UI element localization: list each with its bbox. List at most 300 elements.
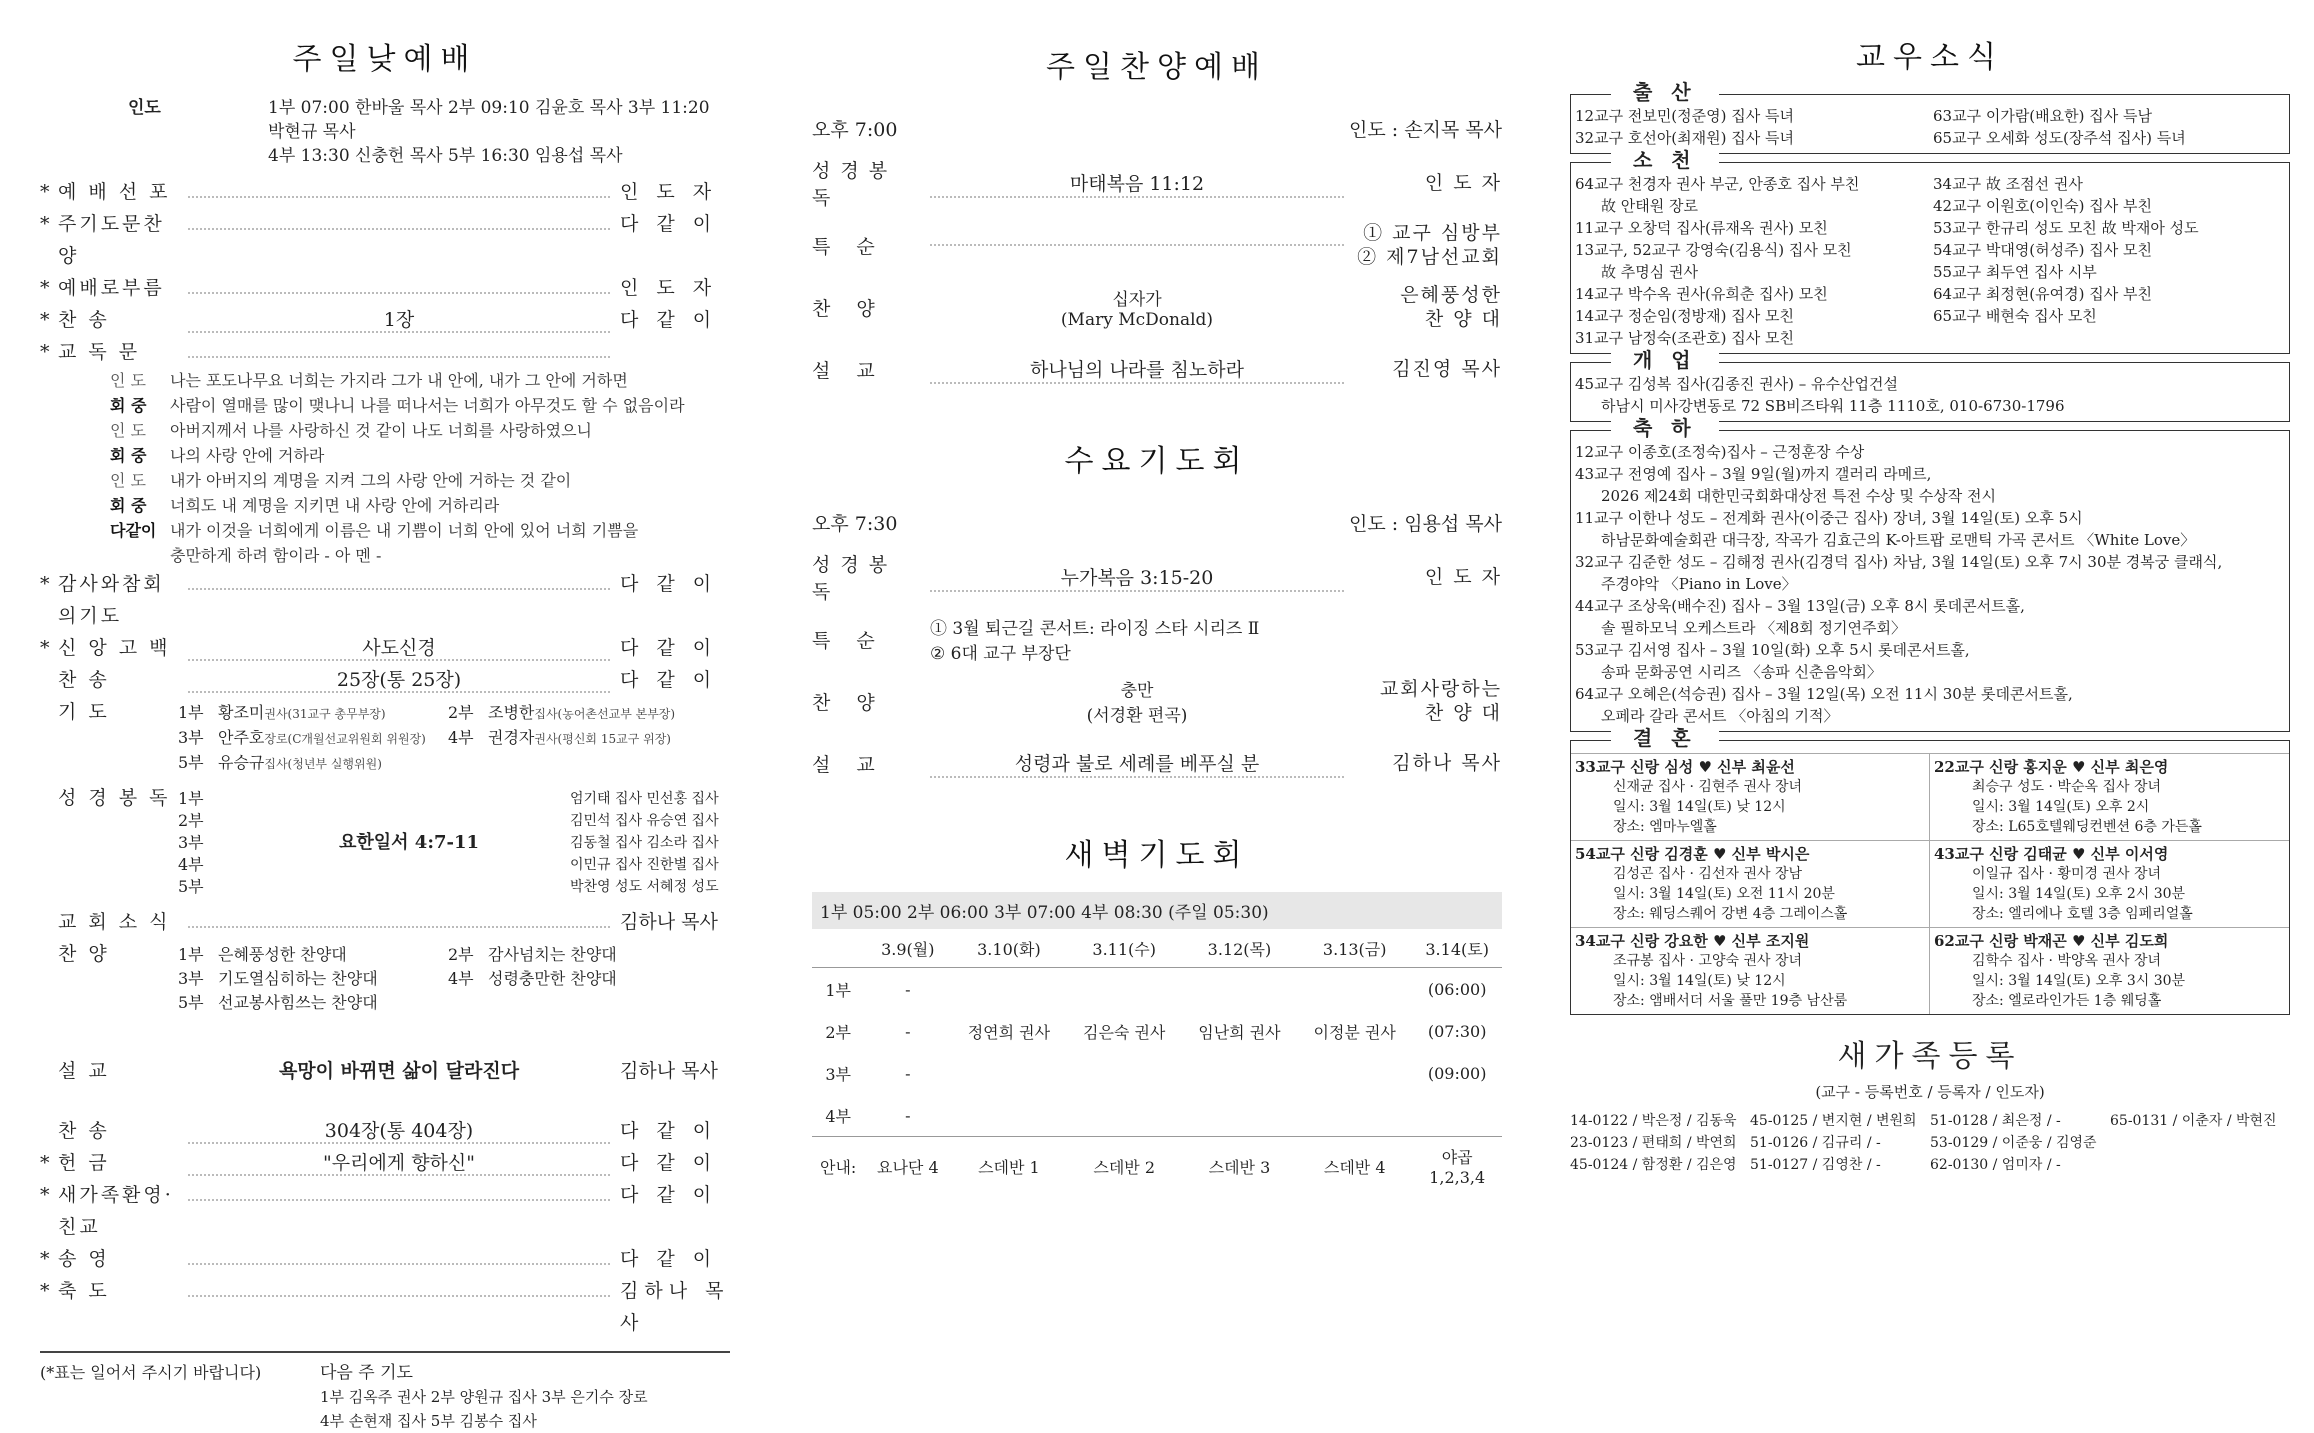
order-item-detail	[188, 292, 610, 294]
birth-box: 출 산 12교구 전보민(정준영) 집사 득녀 63교구 이가람(배요한) 집사 득남 32교구 호선아(최재원) 집사 득녀 65교구 오세화 성도(장주석 집사) 득녀	[1570, 94, 2290, 154]
wedding-entry	[1571, 840, 1930, 927]
dawn-cell	[1297, 968, 1412, 1011]
prayer-role: 집사(농어촌선교부 본부장)	[534, 707, 676, 721]
service-item-detail: 십자가 (Mary McDonald)	[1060, 289, 1214, 330]
table-row	[812, 968, 1502, 1011]
litany-text: 아버지께서 나를 사랑하신 것 같이 나도 너희를 사랑하였으니	[170, 421, 593, 440]
litany-line	[110, 468, 730, 493]
order-item-leader: 다 같 이	[620, 213, 718, 235]
prayer-part: 2부	[448, 703, 474, 722]
reader-names: 박찬영 성도 서혜정 성도	[570, 879, 719, 895]
congrats-item: 주경야악 〈Piano in Love〉	[1601, 575, 1797, 593]
prayer-role: 권사(31교구 총무부장)	[264, 707, 386, 721]
death-item: 55교구 최두연 집사 시부	[1933, 263, 2097, 281]
new-family-entry: 45-0125 / 변지현 / 변원희	[1750, 1113, 1917, 1129]
death-item: 64교구 최정현(유여경) 집사 부친	[1933, 285, 2152, 303]
dawn-cell: -	[905, 979, 911, 999]
service-item-detail: ① 3월 퇴근길 콘서트: 라이징 스타 시리즈 Ⅱ ② 6대 교구 부장단	[930, 619, 1260, 664]
service-item-leader: 김진영 목사	[1392, 358, 1502, 380]
wedding-detail: 신재균 집사 · 김현주 권사 장녀	[1613, 779, 1802, 795]
service-row	[812, 276, 1502, 338]
litany-text: 나는 포도나무요 너희는 가지라 그가 내 안에, 내가 그 안에 거하면	[170, 371, 628, 390]
dawn-day-header: 3.14(토)	[1412, 929, 1502, 968]
wedding-couple: 43교구 신랑 김태균 ♥ 신부 이서영	[1934, 845, 2169, 863]
service-row	[812, 546, 1502, 608]
litany-line	[110, 443, 730, 468]
wedding-detail: 장소: 엠마누엘홀	[1613, 819, 1717, 835]
prayer-person	[488, 726, 718, 751]
wedding-detail: 일시: 3월 14일(토) 오전 11시 20분	[1613, 886, 1835, 902]
dawn-cell	[1297, 1052, 1412, 1094]
new-family-entry	[2110, 1154, 2290, 1176]
order-item-leader: 김하나 목사	[620, 1280, 730, 1334]
dawn-guide-cell: 안내:	[812, 1137, 864, 1196]
congrats-item: 53교구 김서영 집사 – 3월 10일(화) 오후 5시 롯데콘서트홀,	[1575, 641, 1970, 659]
death-item: 64교구 천경자 권사 부군, 안종호 집사 부친	[1575, 175, 1860, 193]
next-week-line: 4부 손현재 집사 5부 김봉수 집사	[320, 1412, 537, 1430]
dawn-cell: 임난희 권사	[1198, 1022, 1281, 1042]
service-row	[812, 732, 1502, 794]
dawn-guide-cell: 스데반 2	[1067, 1137, 1182, 1196]
service-row	[812, 608, 1502, 670]
death-item: 31교구 남정숙(조관호) 집사 모친	[1575, 329, 1794, 347]
dawn-cell	[1412, 1094, 1502, 1137]
service-row	[812, 152, 1502, 214]
wedding-detail: 장소: 앰배서더 서울 풀만 19층 남산룸	[1613, 993, 1848, 1009]
order-row	[40, 1275, 730, 1339]
dawn-day-header: 3.13(금)	[1297, 929, 1412, 968]
wedding-couple: 62교구 신랑 박재곤 ♥ 신부 김도희	[1934, 932, 2169, 950]
order-row	[40, 208, 730, 272]
star-mark: *	[40, 341, 50, 363]
wedding-entry	[1930, 840, 2289, 927]
service-item-detail: 하나님의 나라를 침노하라	[930, 355, 1344, 384]
new-family-entry: 14-0122 / 박은정 / 김동욱	[1570, 1113, 1737, 1129]
dawn-guide-cell: 스데반 3	[1182, 1137, 1297, 1196]
dawn-cell	[1067, 1094, 1182, 1137]
table-row	[812, 1094, 1502, 1137]
death-item: 53교구 한규리 성도 모친 故 박재아 성도	[1933, 219, 2199, 237]
dawn-cell: -	[905, 1063, 911, 1083]
litany-line	[110, 493, 730, 518]
service-item-name: 찬 양	[812, 297, 885, 320]
birth-item: 63교구 이가람(배요한) 집사 득남	[1933, 107, 2152, 125]
service-row	[812, 214, 1502, 276]
dawn-day-header: 3.12(목)	[1182, 929, 1297, 968]
next-week-label: 다음 주 기도	[320, 1363, 413, 1383]
dawn-cell	[1182, 968, 1297, 1011]
order-row	[40, 568, 730, 632]
death-item: 故 안태원 장로	[1601, 197, 1698, 215]
prayer-row: 기 도 1부 황조미권사(31교구 총무부장) 2부 조병한집사(농어촌선교부 본부장) 3부 안주호장로(C개월선교위원회 위원장) 4부 권경자권사(평신회 15교구 위장) 5부 유승규집사(청년부 실행위원)	[40, 696, 730, 776]
footer-note: (*표는 일어서 주시기 바랍니다) 다음 주 기도 1부 김옥주 권사 2부 양원규 집사 3부 은기수 장로 4부 손현재 집사 5부 김봉수 집사	[40, 1361, 730, 1433]
wedding-detail: 일시: 3월 14일(토) 낮 12시	[1613, 799, 1786, 815]
litany-speaker: 다같이	[110, 521, 157, 540]
order-item-name: 헌 금	[58, 1152, 110, 1174]
order-row	[40, 1147, 730, 1179]
congrats-item: 하남문화예술회관 대극장, 작곡가 김효근의 K-아트팝 로맨틱 가곡 콘서트 〈White Love〉	[1601, 531, 2196, 549]
litany-text: 내가 이것을 너희에게 이름은 내 기쁨이 너희 안에 있어 너희 기쁨을	[170, 521, 639, 540]
wedding-couple: 34교구 신랑 강요한 ♥ 신부 조지원	[1575, 932, 1810, 950]
dawn-cell: 김은숙 권사	[1082, 1022, 1166, 1042]
service-row	[812, 338, 1502, 400]
wedding-detail: 장소: 엘리에나 호텔 3층 임페리얼홀	[1972, 906, 2193, 922]
dawn-cell: (07:30)	[1427, 1021, 1487, 1041]
order-row	[40, 1179, 730, 1243]
congrats-item: 오페라 갈라 콘서트 〈아침의 기적〉	[1601, 707, 1839, 725]
order-item-detail	[188, 196, 610, 198]
next-week-line: 1부 김옥주 권사 2부 양원규 집사 3부 은기수 장로	[320, 1388, 648, 1406]
litany-speaker: 회 중	[110, 396, 147, 415]
star-mark: *	[40, 181, 50, 203]
sermon-row: 설 교 욕망이 바뀌면 삶이 달라진다 김하나 목사	[40, 1055, 730, 1087]
star-mark: *	[40, 1280, 50, 1302]
choir-name: 기도열심히하는 찬양대	[218, 969, 378, 988]
dawn-schedule-table	[812, 929, 1502, 1195]
order-item-leader: 다 같 이	[620, 637, 718, 659]
news-row: 교 회 소 식 김하나 목사	[58, 911, 718, 933]
reading-part: 3부	[178, 833, 204, 852]
dawn-cell: 이정분 권사	[1313, 1022, 1396, 1042]
wedding-detail: 장소: 엘로라인가든 1층 웨딩홀	[1972, 993, 2162, 1009]
reader-names: 김동철 집사 김소라 집사	[570, 835, 719, 851]
reading-part: 4부	[178, 855, 204, 874]
order-item-name: 예배로부름	[58, 277, 165, 299]
dawn-cell: (06:00)	[1427, 979, 1487, 999]
death-item: 34교구 故 조점선 권사	[1933, 175, 2083, 193]
service-item-leader: 인 도 자	[1424, 172, 1502, 194]
choir-part: 5부	[178, 993, 204, 1012]
star-mark: *	[40, 637, 50, 659]
service-item-name: 설 교	[812, 753, 885, 776]
star-mark: *	[40, 277, 50, 299]
praise-worship-title: 주일찬양예배	[1046, 50, 1268, 85]
birth-item: 12교구 전보민(정준영) 집사 득녀	[1575, 107, 1794, 125]
wedding-couple: 33교구 신랑 심성 ♥ 신부 최윤선	[1575, 758, 1795, 776]
reading-part: 5부	[178, 877, 204, 896]
order-item-detail: 25장(통 25장)	[188, 669, 610, 693]
star-mark: *	[40, 1152, 50, 1174]
service-item-name: 찬 양	[812, 691, 885, 714]
dawn-guide-cell: 스데반 1	[951, 1137, 1066, 1196]
congrats-item: 12교구 이종호(조정숙)집사 – 근정훈장 수상	[1575, 443, 1865, 461]
choir-row: 찬 양 1부 은혜풍성한 찬양대 2부 감사넘치는 찬양대 3부 기도열심히하는 찬양대 4부 성령충만한 찬양대 5부 선교봉사힘쓰는 찬양대	[40, 938, 730, 1015]
star-mark: *	[40, 573, 50, 595]
reader-names: 김민석 집사 유승연 집사	[570, 813, 719, 829]
wedding-detail: 일시: 3월 14일(토) 오후 3시 30분	[1972, 973, 2186, 989]
star-mark: *	[40, 309, 50, 331]
new-family-entry: 45-0124 / 함정환 / 김은영	[1570, 1157, 1737, 1173]
dawn-cell: 3부	[825, 1064, 851, 1084]
order-item-name: 찬 송	[58, 309, 110, 331]
choir-name: 은혜풍성한 찬양대	[218, 945, 347, 964]
new-family-list	[1570, 1110, 2290, 1176]
wedding-detail: 최승구 성도 · 박순옥 집사 장녀	[1972, 779, 2161, 795]
order-item-detail	[188, 588, 610, 590]
litany-line	[110, 518, 730, 543]
order-item-detail: 사도신경	[188, 637, 610, 661]
order-item-name: 축 도	[58, 1280, 110, 1302]
prayer-part: 1부	[178, 703, 204, 722]
litany-text: 충만하게 하려 함이라 - 아 멘 -	[170, 546, 382, 565]
dawn-cell	[951, 968, 1066, 1011]
order-item-name: 주기도문찬양	[58, 213, 165, 267]
litany-speaker: 회 중	[110, 496, 147, 515]
prayer-name: 유승규	[218, 753, 265, 772]
order-item-leader: 다 같 이	[620, 573, 718, 595]
prayer-name: 황조미	[218, 703, 265, 722]
prayer-person	[218, 726, 448, 751]
new-family-entry: 51-0126 / 김규리 / -	[1750, 1135, 1881, 1151]
order-item-leader: 다 같 이	[620, 1248, 718, 1270]
prayer-name: 권경자	[488, 728, 535, 747]
dawn-guide-cell: 스데반 4	[1297, 1137, 1412, 1196]
order-item-leader: 다 같 이	[620, 1152, 718, 1174]
sunday-worship-title: 주일낮예배	[292, 42, 478, 77]
choir-part: 1부	[178, 945, 204, 964]
wednesday-header-row: 오후 7:30 인도 : 임용섭 목사	[812, 512, 1502, 535]
order-row	[40, 272, 730, 304]
litany-text: 나의 사랑 안에 거하라	[170, 446, 325, 465]
death-item: 14교구 박수옥 권사(유희춘 집사) 모친	[1575, 285, 1828, 303]
wedding-couple: 54교구 신랑 김경훈 ♥ 신부 박시은	[1575, 845, 1810, 863]
dawn-guide-cell: 요나단 4	[864, 1137, 951, 1196]
litany-speaker: 인 도	[110, 371, 146, 390]
congrats-item: 44교구 조상욱(배수진) 집사 – 3월 13일(금) 오후 8시 롯데콘서트홀,	[1575, 597, 2025, 615]
sermon-title: 욕망이 바뀌면 삶이 달라진다	[278, 1060, 520, 1082]
prayer-person	[218, 751, 448, 776]
prayer-name: 조병한	[488, 703, 535, 722]
order-item-leader: 다 같 이	[620, 309, 718, 331]
reading-row: 성 경 봉 독 1부 2부 3부 4부 5부 요한일서 4:7-11 엄기태 집사 민선홍 집사 김민석 집사 유승연 집사 김동철 집사 김소라 집사 이민규 집사 진한별 집사 박찬영 성도 서혜정 성도	[40, 782, 730, 898]
order-row	[40, 664, 730, 696]
wedding-entry	[1571, 927, 1930, 1014]
wedding-detail: 김학수 집사 · 박양옥 권사 장녀	[1972, 953, 2161, 969]
choir-name: 선교봉사힘쓰는 찬양대	[218, 993, 378, 1012]
choir-part: 4부	[448, 969, 474, 988]
new-family-entry: 51-0128 / 최은정 / -	[1930, 1113, 2061, 1129]
prayer-role: 장로(C개월선교위원회 위원장)	[264, 732, 426, 746]
evening-services-column	[812, 0, 1502, 1195]
litany-speaker: 회 중	[110, 446, 147, 465]
death-item: 54교구 박대영(허성주) 집사 모친	[1933, 241, 2152, 259]
service-item-name: 성경봉독	[812, 160, 898, 209]
new-family-entry: 65-0131 / 이춘자 / 박현진	[2110, 1113, 2277, 1129]
order-item-detail	[188, 1199, 610, 1201]
litany-text: 내가 아버지의 계명을 지켜 그의 사랑 안에 거하는 것 같이	[170, 471, 572, 490]
leaders-line: 4부 13:30 신충헌 목사 5부 16:30 임용섭 목사	[268, 146, 623, 166]
dawn-cell	[1067, 1052, 1182, 1094]
new-family-entry: 62-0130 / 엄미자 / -	[1930, 1157, 2061, 1173]
order-item-leader: 인 도 자	[620, 181, 718, 203]
death-box: 소 천 64교구 천경자 권사 부군, 안종호 집사 부친 故 안태원 장로 11교구 오창덕 집사(류재옥 권사) 모친 13교구, 52교구 강영숙(김용식) 집사 모친 故 추명심 권사 14교구 박수옥 권사(유희춘 집사) 모친 14교구 정순임(정방재) 집사 모친 31교구 남정숙(조관호) 집사 모친 34교구 故 조점선 권사 42교구 이원호(이인숙) 집사 부친 53교구 한규리 성도 모친 故 박재아 성도 54교구 박대영(허성주) 집사 모친 55교구 최두연 집사 시부 64교구 최정현(유여경) 집사 부친 65교구 배현숙 집사 모친	[1570, 162, 2290, 354]
prayer-person	[218, 701, 448, 726]
order-item-name: 찬 송	[58, 669, 110, 691]
litany-line	[110, 543, 730, 568]
death-item: 42교구 이원호(이인숙) 집사 부친	[1933, 197, 2152, 215]
litany-line	[110, 393, 730, 418]
opening-item: 45교구 김성복 집사(김종진 권사) – 유수산업건설	[1575, 375, 1898, 393]
table-row	[812, 1052, 1502, 1094]
litany-line	[110, 418, 730, 443]
order-row	[40, 176, 730, 208]
prayer-name: 안주호	[218, 728, 265, 747]
dawn-day-header	[812, 929, 864, 968]
wedding-entry	[1930, 753, 2289, 840]
order-item-name: 찬 송	[58, 1120, 110, 1142]
opening-box: 개 업 45교구 김성복 집사(김종진 권사) – 유수산업건설 하남시 미사강변동로 72 SB비즈타워 11층 1110호, 010-6730-1796	[1570, 362, 2290, 422]
praise-header-row: 오후 7:00 인도 : 손지목 목사	[812, 118, 1502, 141]
litany-speaker: 인 도	[110, 471, 146, 490]
wedding-detail: 이일규 집사 · 황미경 권사 장녀	[1972, 866, 2161, 882]
birth-item: 32교구 호선아(최재원) 집사 득녀	[1575, 129, 1794, 147]
order-item-detail: 1장	[188, 309, 610, 333]
death-item: 14교구 정순임(정방재) 집사 모친	[1575, 307, 1794, 325]
death-item: 65교구 배현숙 집사 모친	[1933, 307, 2097, 325]
reading-part: 1부	[178, 789, 204, 808]
service-row	[812, 670, 1502, 732]
dawn-cell	[1067, 968, 1182, 1011]
prayer-part: 5부	[178, 753, 204, 772]
order-item-detail	[188, 356, 610, 358]
service-item-name: 특 순	[812, 629, 885, 652]
order-item-name: 신 앙 고 백	[58, 637, 171, 659]
prayer-part: 3부	[178, 728, 204, 747]
death-item: 故 추명심 권사	[1601, 263, 1698, 281]
wednesday-prayer-title: 수요기도회	[1064, 444, 1250, 479]
reading-part: 2부	[178, 811, 204, 830]
prayer-role: 권사(평신회 15교구 위장)	[534, 732, 671, 746]
dawn-cell	[1182, 1052, 1297, 1094]
dawn-prayer-title: 새벽기도회	[1064, 838, 1250, 873]
dawn-cell: 4부	[825, 1106, 851, 1126]
order-item-leader: 다 같 이	[620, 1184, 718, 1206]
death-item: 11교구 오창덕 집사(류재옥 권사) 모친	[1575, 219, 1828, 237]
order-item-detail: 304장(통 404장)	[188, 1120, 610, 1144]
order-item-detail	[188, 1295, 610, 1297]
dawn-day-header: 3.9(월)	[864, 929, 951, 968]
dawn-cell: 1부	[825, 980, 851, 1000]
litany-speaker: 인 도	[110, 421, 146, 440]
birth-item: 65교구 오세화 성도(장주석 집사) 득녀	[1933, 129, 2186, 147]
service-item-leader: ① 교구 심방부 ② 제7남선교회	[1357, 222, 1502, 268]
congrats-item: 송파 문화공연 시리즈 〈송파 신춘음악회〉	[1601, 663, 1882, 681]
wedding-entry	[1571, 753, 1930, 840]
litany-text: 너희도 내 계명을 지키면 내 사랑 안에 거하리라	[170, 496, 500, 515]
dawn-cell: 2부	[825, 1022, 851, 1042]
star-mark: *	[40, 1248, 50, 1270]
table-row	[812, 1010, 1502, 1052]
order-item-leader: 다 같 이	[620, 1120, 718, 1142]
choir-part: 3부	[178, 969, 204, 988]
dawn-cell	[951, 1094, 1066, 1137]
service-item-name: 설 교	[812, 359, 885, 382]
death-item: 13교구, 52교구 강영숙(김용식) 집사 모친	[1575, 241, 1852, 259]
litany-block	[40, 368, 730, 568]
order-item-name: 감사와참회의기도	[58, 573, 165, 627]
litany-text: 사람이 열매를 많이 맺나니 나를 떠나서는 너희가 아무것도 할 수 없음이라	[170, 396, 685, 415]
congrats-box: 축 하 12교구 이종호(조정숙)집사 – 근정훈장 수상 43교구 전영예 집사 – 3월 9일(월)까지 갤러리 라메르, 2026 제24회 대한민국회화대상전 특전 수상 및 수상작 전시 11교구 이한나 성도 – 전계화 권사(이중근 집사) 장녀, 3월 14일(토) 오후 5시 하남문화예술회관 대극장, 작곡가 김효근의 K-아트팝 로맨틱 가곡 콘서트 〈White Love〉 32교구 김준한 성도 – 김해정 권사(김경덕 집사) 차남, 3월 14일(토) 오후 7시 30분 경복궁 클래식, 주경야악 〈Piano in Love〉 44교구 조상욱(배수진) 집사 – 3월 13일(금) 오후 8시 롯데콘서트홀, 솔 필하모닉 오케스트라 〈제8회 정기연주회〉 53교구 김서영 집사 – 3월 10일(화) 오후 5시 롯데콘서트홀, 송파 문화공연 시리즈 〈송파 신춘음악회〉 64교구 오혜은(석승권) 집사 – 3월 12일(목) 오전 11시 30분 롯데콘서트홀, 오페라 갈라 콘서트 〈아침의 기적〉	[1570, 430, 2290, 732]
sunday-worship-column	[40, 0, 730, 1433]
member-news-title: 교우소식	[1856, 40, 2004, 75]
litany-line	[110, 368, 730, 393]
wedding-entry	[1930, 927, 2289, 1014]
dawn-times-bar: 1부 05:00 2부 06:00 3부 07:00 4부 08:30 (주일 05:30)	[812, 892, 1502, 929]
congrats-item: 64교구 오혜은(석승권) 집사 – 3월 12일(목) 오전 11시 30분 롯데콘서트홀,	[1575, 685, 2073, 703]
order-item-leader: 다 같 이	[620, 669, 718, 691]
wedding-box: 결 혼 33교구 신랑 심성 ♥ 신부 최윤선 신재균 집사 · 김현주 권사 장녀 일시: 3월 14일(토) 낮 12시 장소: 엠마누엘홀 22교구 신랑 홍지운 ♥ 신부 최은영 최승구 성도 · 박순옥 집사 장녀 일시: 3월 14일(토) 오후 2시 장소: L65호텔웨딩컨벤션 6층 가든홀 54교구 신랑 김경훈 ♥ 신부 박시은 김성곤 집사 · 김선자 권사 장남 일시: 3월 14일(토) 오전 11시 20분 장소: 웨딩스퀘어 강변 4층 그레이스홀 43교구 신랑 김태균 ♥ 신부 이서영 이일규 집사 · 황미경 권사 장녀 일시: 3월 14일(토) 오후 2시 30분 장소: 엘리에나 호텔 3층 임페리얼홀 34교구 신랑 강요한 ♥ 신부 조지원 조규봉 집사 · 고양숙 권사 장녀 일시: 3월 14일(토) 낮 12시 장소: 앰배서더 서울 풀만 19층 남산룸 62교구 신랑 박재곤 ♥ 신부 김도희 김학수 집사 · 박양옥 권사 장녀 일시: 3월 14일(토) 오후 3시 30분 장소: 엘로라인가든 1층 웨딩홀	[1570, 740, 2290, 1015]
wedding-detail: 조규봉 집사 · 고양숙 권사 장녀	[1613, 953, 1802, 969]
wedding-detail: 장소: 웨딩스퀘어 강변 4층 그레이스홀	[1613, 906, 1848, 922]
dawn-cell: 정연희 권사	[967, 1022, 1051, 1042]
order-item-leader: 인 도 자	[620, 277, 718, 299]
service-item-leader: 교회사랑하는 찬 양 대	[1379, 678, 1502, 724]
new-family-entry: 23-0123 / 편태희 / 박연희	[1570, 1135, 1737, 1151]
prayer-part: 4부	[448, 728, 474, 747]
dawn-cell: -	[905, 1105, 911, 1125]
congrats-item: 43교구 전영예 집사 – 3월 9일(월)까지 갤러리 라메르,	[1575, 465, 1932, 483]
service-item-detail: 충만 (서경환 편곡)	[1086, 681, 1188, 726]
leaders-line: 1부 07:00 한바울 목사 2부 09:10 김윤호 목사 3부 11:20 박현규 목사	[268, 98, 710, 142]
congrats-item: 2026 제24회 대한민국회화대상전 특전 수상 및 수상작 전시	[1601, 487, 1996, 505]
dawn-cell: -	[905, 1021, 911, 1041]
reading-text: 요한일서 4:7-11	[338, 832, 480, 853]
dawn-cell	[1297, 1094, 1412, 1137]
order-item-detail: "우리에게 향하신"	[188, 1152, 610, 1176]
service-item-leader: 인 도 자	[1424, 566, 1502, 588]
order-item-detail	[188, 228, 610, 230]
service-item-leader: 은혜풍성한 찬 양 대	[1400, 284, 1502, 330]
wedding-detail: 일시: 3월 14일(토) 오후 2시 30분	[1972, 886, 2186, 902]
star-mark: *	[40, 1184, 50, 1206]
opening-item: 하남시 미사강변동로 72 SB비즈타워 11층 1110호, 010-6730-1796	[1601, 397, 2065, 415]
service-item-name: 성경봉독	[812, 554, 898, 603]
new-family-entry	[2110, 1132, 2290, 1154]
prayer-person	[488, 701, 718, 726]
service-item-detail	[930, 244, 1344, 246]
dawn-cell	[1182, 1094, 1297, 1137]
new-family-title: 새가족등록	[1837, 1039, 2023, 1074]
wedding-couple: 22교구 신랑 홍지운 ♥ 신부 최은영	[1934, 758, 2169, 776]
service-item-leader: 김하나 목사	[1392, 752, 1502, 774]
dawn-guide-cell: 야곱 1,2,3,4	[1412, 1137, 1502, 1196]
reader-names: 엄기태 집사 민선홍 집사	[570, 791, 719, 807]
order-item-name: 새가족환영·친교	[58, 1184, 174, 1238]
order-row	[40, 336, 730, 368]
order-row	[40, 1115, 730, 1147]
order-row	[40, 1243, 730, 1275]
service-item-detail: 누가복음 3:15-20	[930, 563, 1344, 592]
reader-names: 이민규 집사 진한별 집사	[570, 857, 719, 873]
order-row	[40, 304, 730, 336]
new-family-entry: 51-0127 / 김영찬 / -	[1750, 1157, 1881, 1173]
star-mark: *	[40, 213, 50, 235]
wedding-detail: 일시: 3월 14일(토) 오후 2시	[1972, 799, 2150, 815]
congrats-item: 솔 필하모닉 오케스트라 〈제8회 정기연주회〉	[1601, 619, 1906, 637]
order-item-name: 예 배 선 포	[58, 181, 171, 203]
service-item-name: 특 순	[812, 235, 885, 258]
congrats-item: 11교구 이한나 성도 – 전계화 권사(이중근 집사) 장녀, 3월 14일(토) 오후 5시	[1575, 509, 2083, 527]
member-news-column	[1570, 0, 2290, 1176]
order-item-name: 송 영	[58, 1248, 110, 1270]
choir-part: 2부	[448, 945, 474, 964]
dawn-day-header: 3.10(화)	[951, 929, 1066, 968]
prayer-role: 집사(청년부 실행위원)	[264, 757, 382, 771]
leaders-label: 인도	[128, 98, 161, 118]
new-family-entry: 53-0129 / 이준웅 / 김영준	[1930, 1135, 2097, 1151]
leaders-block	[40, 96, 730, 168]
wedding-detail: 일시: 3월 14일(토) 낮 12시	[1613, 973, 1786, 989]
